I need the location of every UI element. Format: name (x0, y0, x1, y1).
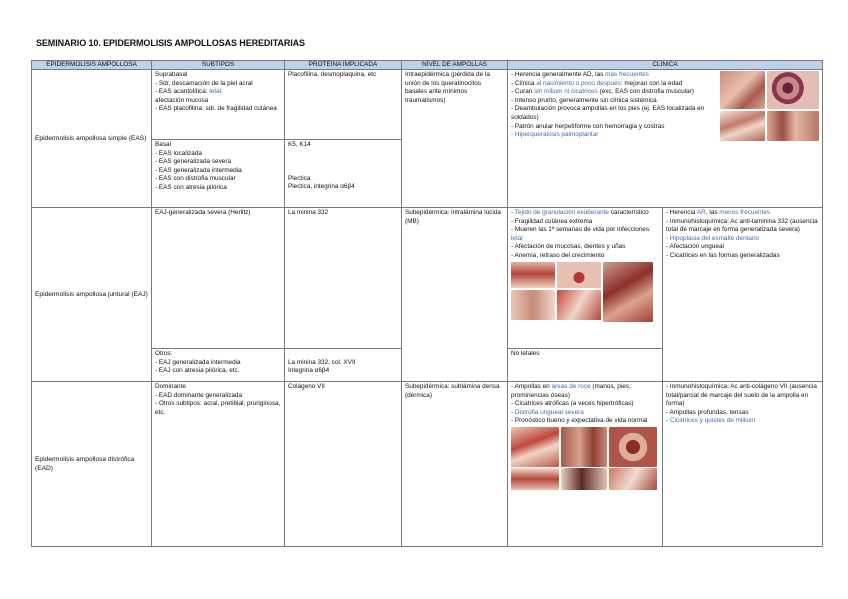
eas-suprabasal-heading: Suprabasal (155, 71, 188, 78)
skin-photo (561, 468, 607, 490)
ead-clin-item: - Pronóstico bueno y expectativa de vida normal (511, 417, 648, 425)
eas-suprabasal-item: - Sdr. descamación de la piel acral (155, 79, 253, 87)
ead-clinica (508, 382, 663, 547)
eas-suprabasal-item: - EAS acantolítica: letal, (155, 88, 223, 96)
eaj-right-item: - Cicatrices en las formas generalizadas (666, 251, 780, 259)
eas-clin-item: - Patrón anular herpetiforme con hemorragia y costras (511, 122, 665, 130)
header-subtipos: SUBTIPOS (152, 61, 285, 70)
header-proteina: PROTEÍNA IMPLICADA (285, 61, 402, 70)
eaj-prot1: La minina 332 (285, 208, 402, 349)
eas-basal-subtypes (152, 140, 285, 208)
eas-suprabasal-row (32, 70, 823, 140)
ead-subtypes: Dominante - EAD dominante generalizada - Otros subtipos: acral, pretibial, pruriginosa, etc. (152, 382, 285, 547)
eaj-otros-protein: La minina 332, col. XVII Integrina α6β4 (285, 349, 402, 382)
ead-photos (511, 427, 659, 467)
header-nivel: NIVEL DE AMPOLLAS (402, 61, 508, 70)
eas-clinica (508, 70, 823, 208)
eas-clin-item: - Curan sin milium ni cicatrices (exc. EAS con distrofia muscular) (511, 88, 694, 96)
eaj-clin-item: - Afectación de mucosas, dientes y uñas (511, 243, 626, 251)
eaj-clin-item: - Tejido de granulación exuberante característico (511, 209, 649, 216)
eas-basal-item: - EAS generalizada intermedia (155, 166, 242, 174)
eaj-name: Epidermolisis ampollosa juntural (EAJ) (32, 208, 152, 382)
ead-clin-item: - Ampollas en áreas de roce (manos, pies, prominencias óseas) (511, 383, 631, 399)
eas-basal-item: - EAS con atresia pilórica (155, 183, 227, 191)
eas-clin-item: - Herencia generalmente AD, las más frecuentes (511, 71, 649, 78)
eas-suprabasal-item: - EAS placofilina: sdr. de fragilidad cutánea (155, 105, 277, 113)
skin-photo (767, 111, 819, 141)
eas-basal-item: - EAS generalizada severa (155, 158, 232, 166)
skin-photo (603, 262, 653, 322)
eaj-clinica (508, 208, 663, 349)
ead-right-item: - Inmunohistoquímica: Ac anti-colágeno VII (ausencia total/parcial de marcaje del suelo de la ampolla en forma) (666, 383, 817, 408)
ead-clin-item: - Distrofia ungueal severa (511, 408, 584, 416)
eaj-herlitz-row (32, 208, 823, 349)
eas-photos (720, 71, 819, 141)
page-title: SEMINARIO 10. EPIDERMOLISIS AMPOLLOSAS HEREDITARIAS (36, 38, 305, 48)
eas-level: Intraepidérmica (pérdida de la unión de los queratinocitos basales ante mínimos traumatismos) (402, 70, 508, 208)
eas-clin-item: - Deambulación provoca ampollas en los pies (ej. EAS localizada en soldados) (511, 105, 705, 121)
ead-right (663, 382, 823, 547)
eaj-right-item: - Afectación ungueal (666, 243, 724, 251)
eaj-noletal: No letales (508, 349, 663, 382)
eas-clin-item: - Clínica al nacimiento o poco después: mejoran con la edad (511, 79, 683, 87)
eas-suprabasal-protein: Placofilina, desmoplaquina, etc (285, 70, 402, 140)
eaj-sub1: EAJ-generalizada severa (Herlitz) (152, 208, 285, 349)
skin-photo (609, 427, 657, 467)
ead-right-item: - Cicatrices y quistes de millium (666, 417, 756, 425)
ead-protein: Colágeno VII (285, 382, 402, 547)
skin-photo (557, 262, 601, 288)
eas-clin-item: - Intenso prurito, generalmente sin clínica sistémica (511, 96, 657, 104)
eas-basal-heading: Basal (155, 141, 171, 148)
eaj-otros-subtypes: Otros: - EAJ generalizada intermedia - EAJ con atresia pilórica, etc. (152, 349, 285, 382)
eas-basal-protein: K5, K14 Plectica Plectica, integrina α6β4 (285, 140, 402, 208)
eas-suprabasal-subtypes (152, 70, 285, 140)
ead-row (32, 382, 823, 547)
ead-right-item: - Ampollas profundas, tensas (666, 408, 749, 416)
header-row (32, 61, 823, 70)
eas-name: Epidermolisis ampollosa simple (EAS) (32, 70, 152, 208)
skin-photo (511, 468, 559, 490)
eaj-level: Subepidérmica: intralámina lúcida (MB) (402, 208, 508, 382)
eaj-right-item: - Hipoplasia del esmalte dentario (666, 234, 760, 242)
skin-photo (720, 111, 765, 141)
eas-clin-item: - Hiperqueratosis palmoplantar (511, 131, 599, 139)
eas-suprabasal-item: afectación mucosa (155, 96, 209, 104)
skin-photo (561, 427, 607, 467)
ead-photos-2 (511, 468, 659, 490)
header-ea: EPIDERMOLISIS AMPOLLOSA (32, 61, 152, 70)
ead-level: Subepidérmica: sublámina densa (dérmica) (402, 382, 508, 547)
skin-photo (511, 427, 559, 467)
skin-photo (511, 290, 555, 320)
skin-photo (767, 71, 819, 109)
eas-basal-item: - EAS localizada (155, 149, 202, 157)
skin-photo (511, 262, 555, 288)
ea-table (31, 60, 823, 547)
skin-photo (557, 290, 601, 320)
skin-photo (720, 71, 765, 109)
eas-basal-item: - EAS con distrofia muscular (155, 175, 236, 183)
eaj-clin-item: - Mueren las 1ª semanas de vida por infecciones: letal (511, 226, 651, 242)
eaj-right-item: - Herencia AR, las menos frecuentes (666, 209, 771, 216)
ead-name: Epidermolisis ampollosa distrófica (EAD) (32, 382, 152, 547)
header-clinica: CLÍNICA (508, 61, 823, 70)
eaj-right-item: - Inmunohistoquímica: Ac anti-laminina 332 (ausencia total de marcaje en forma generalizada severa) (666, 217, 818, 234)
ead-clin-item: - Cicatrices atróficas (a veces hipertróficas) (511, 400, 634, 408)
eaj-clin-item: - Anemia, retraso del crecimiento (511, 251, 605, 259)
eaj-right (663, 208, 823, 382)
skin-photo (609, 468, 657, 490)
eaj-clin-item: - Fragilidad cutánea extrema (511, 217, 593, 225)
